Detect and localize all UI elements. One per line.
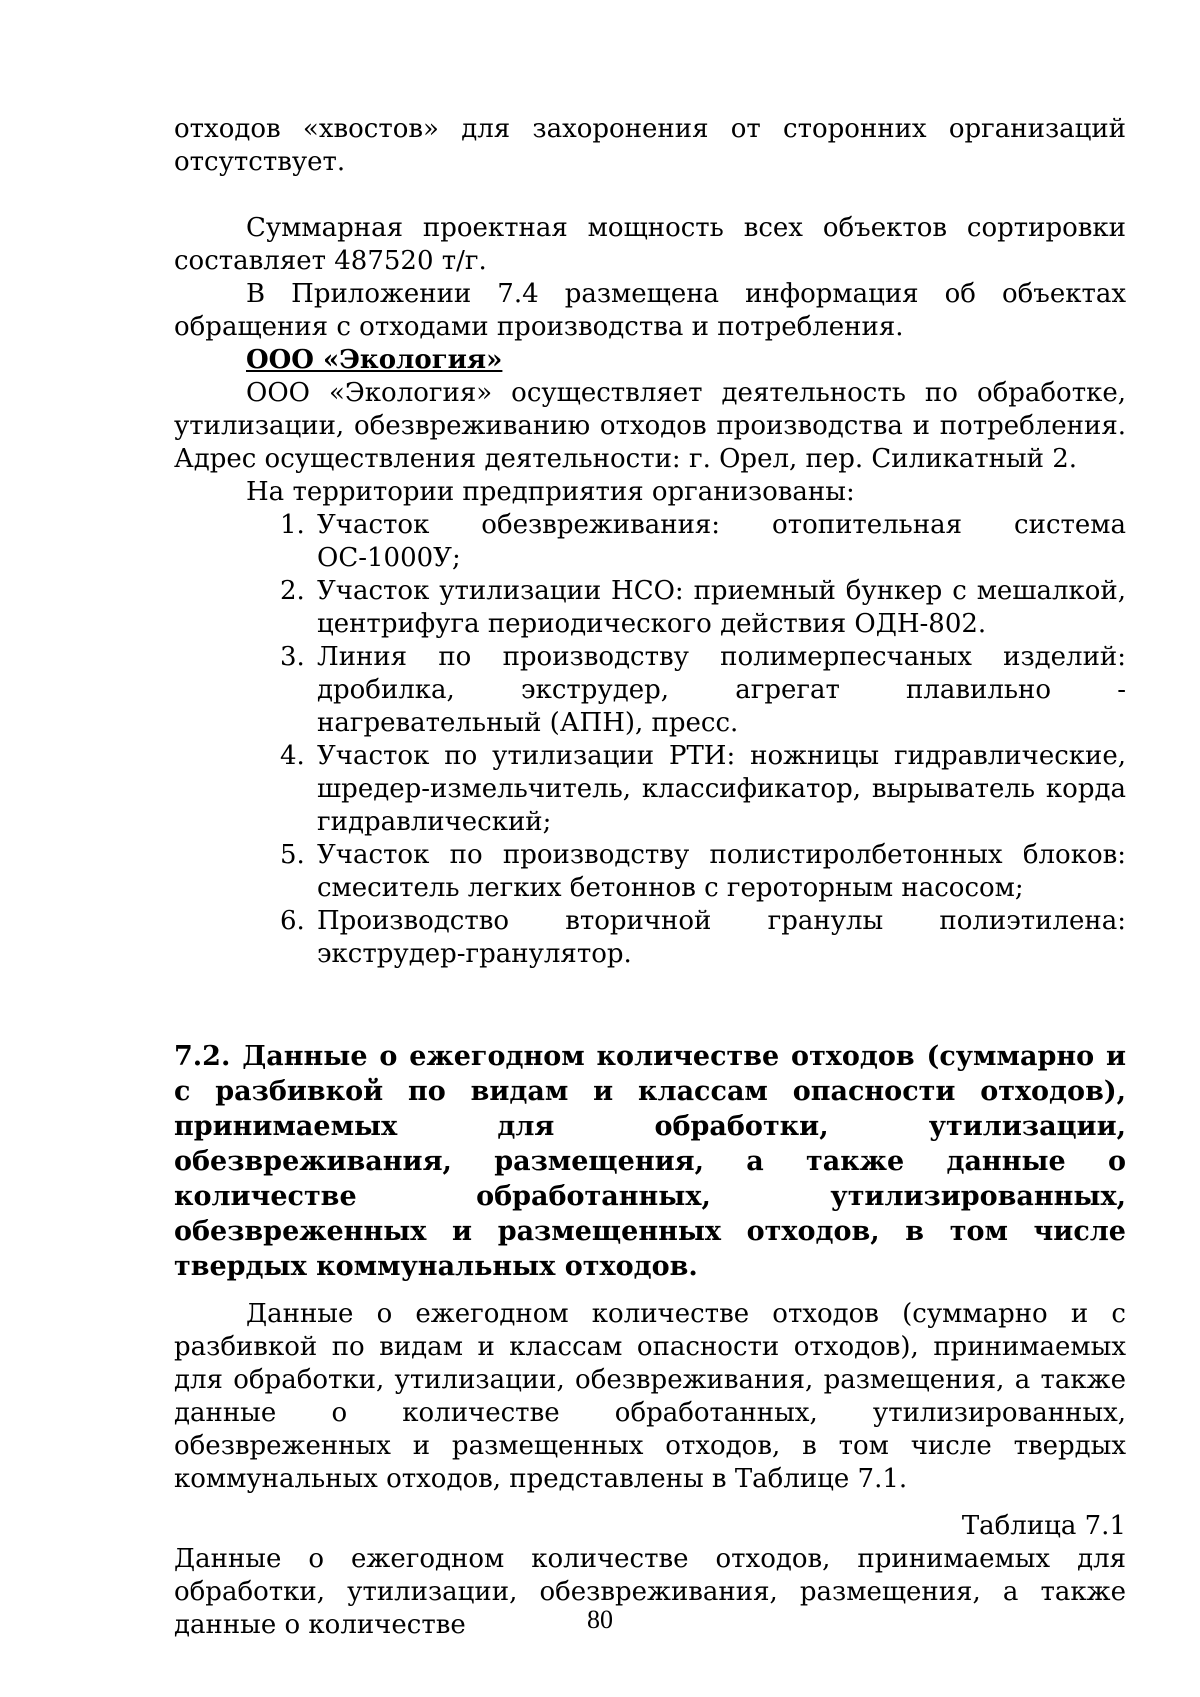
spacer (174, 1284, 1126, 1298)
list-item-number: 1. (280, 510, 305, 540)
spacer (174, 971, 1126, 1039)
spacer (174, 1496, 1126, 1510)
list-item-number: 6. (280, 906, 305, 936)
spacer (174, 179, 1126, 212)
list-item-text: Участок по производству полистиролбетонных блоков: смеситель легких бетоннов с героторным насосом; (317, 840, 1126, 903)
document-page (174, 113, 1126, 1642)
equipment-list (174, 509, 1126, 971)
list-item-text: Участок по утилизации РТИ: ножницы гидравлические, шредер-измельчитель, классификатор, вырыватель корда гидравлический; (317, 741, 1126, 837)
paragraph-tailings: отходов «хвостов» для захоронения от сторонних организаций отсутствует. (174, 114, 1126, 177)
list-item-number: 2. (280, 576, 305, 606)
list-item-text: Участок утилизации НСО: приемный бункер с мешалкой, центрифуга периодического действия ОДН-802. (317, 576, 1126, 639)
list-item-text: Линия по производству полимерпесчаных изделий: дробилка, экструдер, агрегат плавильно - нагревательный (АПН), пресс. (317, 642, 1126, 738)
list-item (174, 641, 1126, 740)
list-item (174, 575, 1126, 641)
section-body: Данные о ежегодном количестве отходов (суммарно и с разбивкой по видам и классам опасности отходов), принимаемых для обработки, утилизации, обезвреживания, размещения, а также данные о количестве обработанных, утилизированных, обезвреженных и размещенных отходов, в том числе твердых коммунальных отходов, представлены в Таблице 7.1. (174, 1299, 1126, 1494)
list-item-number: 3. (280, 642, 305, 672)
paragraph-sorting-capacity: Суммарная проектная мощность всех объектов сортировки составляет 487520 т/г. (174, 213, 1126, 276)
list-item-number: 5. (280, 840, 305, 870)
section-title: 7.2. Данные о ежегодном количестве отходов (суммарно и с разбивкой по видам и классам опасности отходов), принимаемых для обработки, утилизации, обезвреживания, размещения, а также данные о количестве обработанных, утилизированных, обезвреженных и размещенных отходов, в том числе твердых коммунальных отходов. (174, 1041, 1126, 1282)
table-label: Таблица 7.1 (961, 1511, 1126, 1541)
paragraph-org-description: ООО «Экология» осуществляет деятельность по обработке, утилизации, обезвреживанию отходов производства и потребления. Адрес осуществления деятельности: г. Орел, пер. Силикатный 2. (174, 378, 1126, 474)
list-item-number: 4. (280, 741, 305, 771)
list-item-text: Участок обезвреживания: отопительная система ОС-1000У; (317, 510, 1126, 573)
paragraph-territory-intro: На территории предприятия организованы: (246, 477, 855, 507)
list-item (174, 509, 1126, 575)
list-item-text: Производство вторичной гранулы полиэтилена: экструдер-гранулятор. (317, 906, 1126, 969)
page-number: 80 (587, 1605, 613, 1634)
paragraph-appendix-reference: В Приложении 7.4 размещена информация об объектах обращения с отходами производства и потребления. (174, 279, 1126, 342)
org-heading: ООО «Экология» (246, 345, 503, 375)
table-caption: Данные о ежегодном количестве отходов, принимаемых для обработки, утилизации, обезвреживания, размещения, а также данные о количестве (174, 1544, 1126, 1640)
list-item (174, 740, 1126, 839)
list-item (174, 839, 1126, 905)
list-item (174, 905, 1126, 971)
